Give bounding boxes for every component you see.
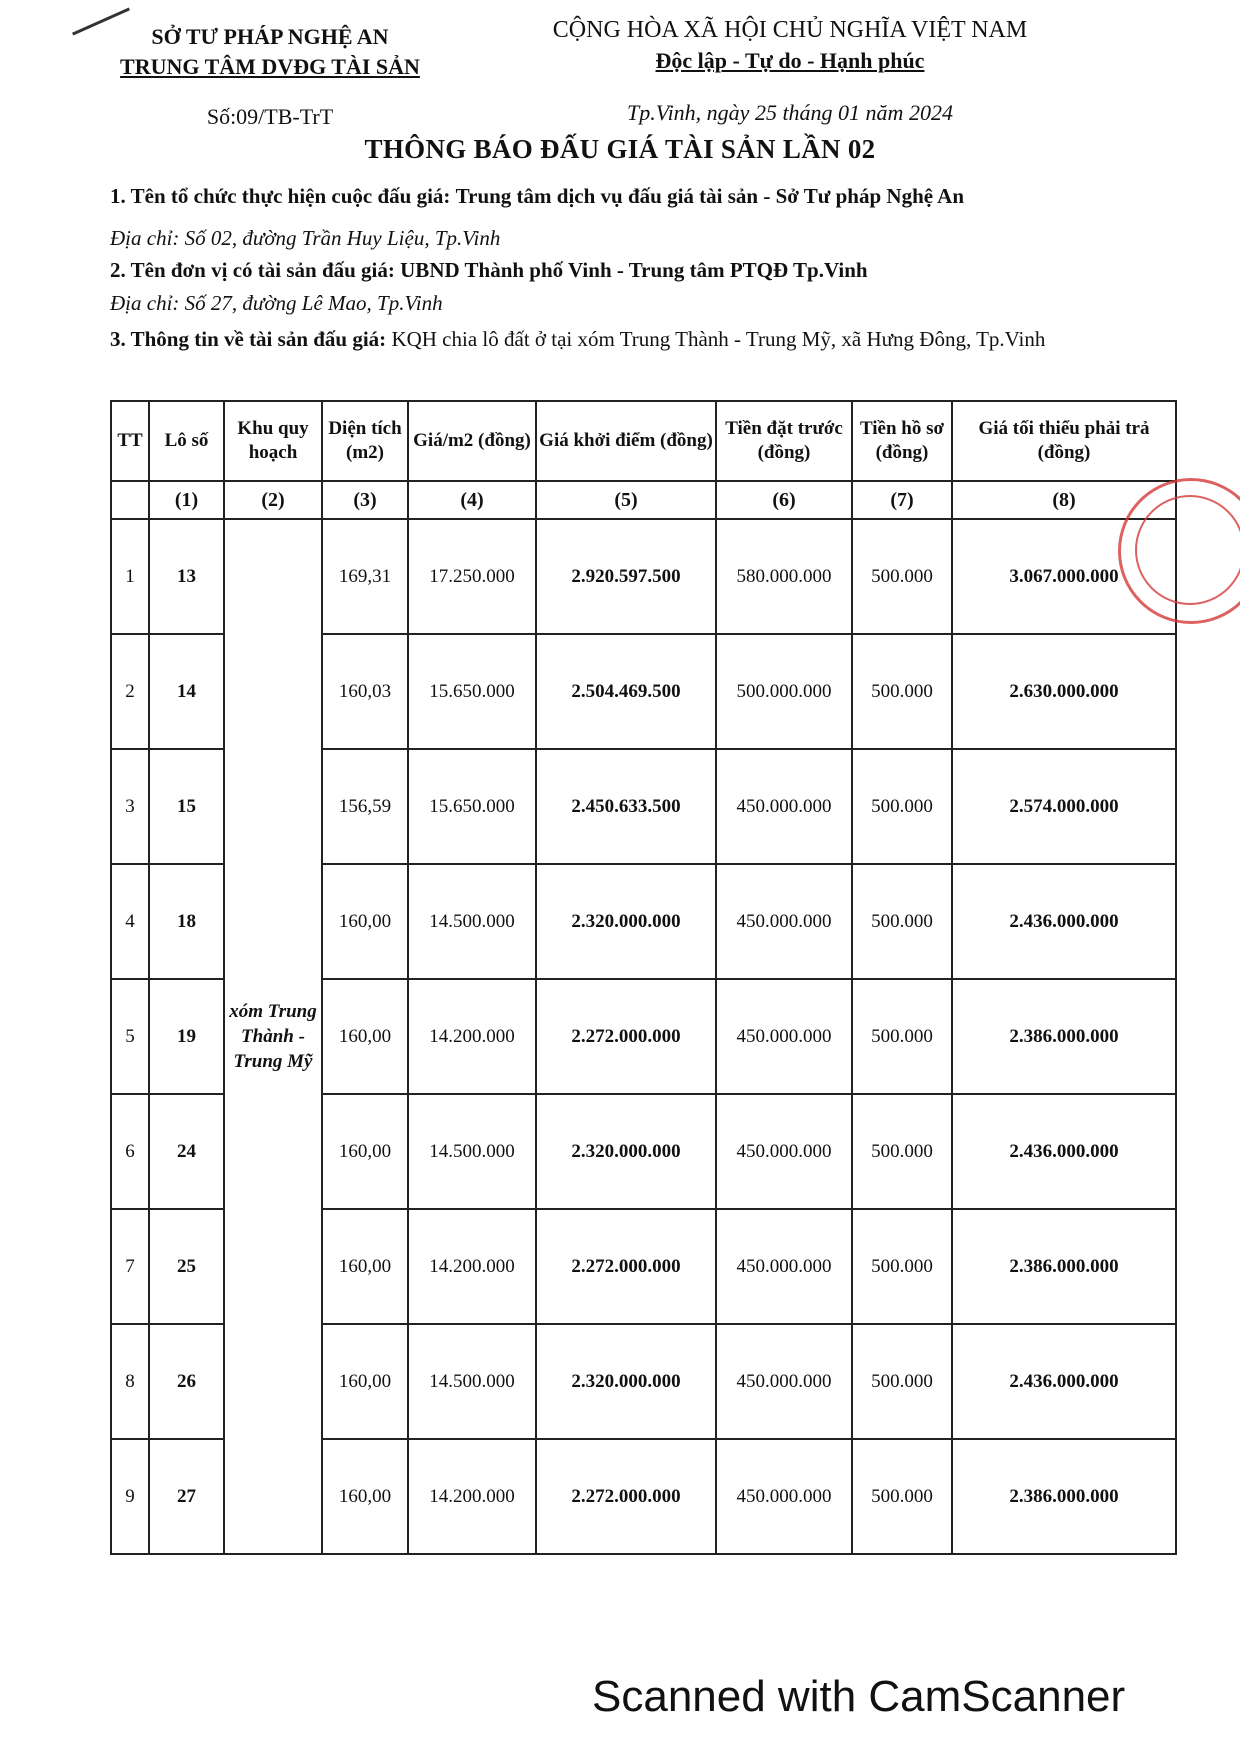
row-min-price: 2.386.000.000 (952, 979, 1176, 1094)
row-start-price: 2.272.000.000 (536, 1209, 716, 1324)
row-min-price: 2.436.000.000 (952, 1324, 1176, 1439)
index-cell: (2) (224, 481, 322, 519)
row-lot: 18 (149, 864, 224, 979)
row-tt: 7 (111, 1209, 149, 1324)
row-fee: 500.000 (852, 1324, 952, 1439)
header-deposit: Tiền đặt trước (đồng) (716, 401, 852, 481)
row-lot: 25 (149, 1209, 224, 1324)
motto: Độc lập - Tự do - Hạnh phúc (655, 48, 925, 73)
header-lot: Lô số (149, 401, 224, 481)
row-tt: 2 (111, 634, 149, 749)
row-fee: 500.000 (852, 519, 952, 634)
row-tt: 6 (111, 1094, 149, 1209)
row-tt: 4 (111, 864, 149, 979)
header-start-price: Giá khởi điểm (đồng) (536, 401, 716, 481)
row-deposit: 450.000.000 (716, 749, 852, 864)
row-fee: 500.000 (852, 864, 952, 979)
row-fee: 500.000 (852, 1094, 952, 1209)
row-area: 160,00 (322, 1439, 408, 1554)
section-1 (110, 182, 1170, 210)
header-tt: TT (111, 401, 149, 481)
row-deposit: 450.000.000 (716, 1439, 852, 1554)
row-lot: 26 (149, 1324, 224, 1439)
index-cell: (5) (536, 481, 716, 519)
row-price-m2: 15.650.000 (408, 634, 536, 749)
row-start-price: 2.272.000.000 (536, 979, 716, 1094)
page-title: THÔNG BÁO ĐẤU GIÁ TÀI SẢN LẦN 02 (364, 134, 876, 164)
section-1-address-text: Địa chỉ: Số 02, đường Trần Huy Liệu, Tp.Vinh (110, 226, 501, 250)
row-min-price: 2.436.000.000 (952, 1094, 1176, 1209)
index-cell: (8) (952, 481, 1176, 519)
header-left (100, 22, 440, 132)
row-start-price: 2.272.000.000 (536, 1439, 716, 1554)
doc-number: Số:09/TB-TrT (206, 104, 334, 129)
row-min-price: 2.630.000.000 (952, 634, 1176, 749)
table-header-row (111, 401, 1176, 481)
row-fee: 500.000 (852, 634, 952, 749)
section-2-value: UBND Thành phố Vinh - Trung tâm PTQĐ Tp.Vinh (400, 258, 868, 282)
row-area: 160,00 (322, 979, 408, 1094)
index-cell: (7) (852, 481, 952, 519)
row-deposit: 500.000.000 (716, 634, 852, 749)
row-lot: 19 (149, 979, 224, 1094)
agency-name: SỞ TƯ PHÁP NGHỆ AN (151, 24, 389, 49)
index-cell: (6) (716, 481, 852, 519)
row-area: 156,59 (322, 749, 408, 864)
row-price-m2: 14.200.000 (408, 1209, 536, 1324)
row-lot: 15 (149, 749, 224, 864)
row-area: 169,31 (322, 519, 408, 634)
row-fee: 500.000 (852, 1209, 952, 1324)
header-right (540, 14, 1040, 128)
header-area: Diện tích (m2) (322, 401, 408, 481)
center-name: TRUNG TÂM DVĐG TÀI SẢN (120, 54, 420, 79)
row-tt: 3 (111, 749, 149, 864)
row-deposit: 450.000.000 (716, 1324, 852, 1439)
row-price-m2: 14.200.000 (408, 979, 536, 1094)
row-price-m2: 14.500.000 (408, 864, 536, 979)
row-lot: 27 (149, 1439, 224, 1554)
row-deposit: 450.000.000 (716, 1094, 852, 1209)
section-1-value: Trung tâm dịch vụ đấu giá tài sản - Sở Tư pháp Nghệ An (455, 184, 965, 208)
row-start-price: 2.320.000.000 (536, 864, 716, 979)
row-tt: 9 (111, 1439, 149, 1554)
row-zone: xóm Trung Thành - Trung Mỹ (224, 519, 322, 1554)
row-start-price: 2.320.000.000 (536, 1094, 716, 1209)
section-3-label: 3. Thông tin về tài sản đấu giá: (110, 327, 387, 351)
row-area: 160,00 (322, 864, 408, 979)
row-price-m2: 17.250.000 (408, 519, 536, 634)
row-min-price: 2.436.000.000 (952, 864, 1176, 979)
section-1-address (110, 224, 1170, 252)
row-fee: 500.000 (852, 979, 952, 1094)
row-deposit: 450.000.000 (716, 979, 852, 1094)
row-fee: 500.000 (852, 749, 952, 864)
row-min-price: 2.386.000.000 (952, 1439, 1176, 1554)
row-min-price: 2.386.000.000 (952, 1209, 1176, 1324)
row-price-m2: 15.650.000 (408, 749, 536, 864)
section-2-address-text: Địa chỉ: Số 27, đường Lê Mao, Tp.Vinh (110, 291, 443, 315)
header-zone: Khu quy hoạch (224, 401, 322, 481)
row-price-m2: 14.500.000 (408, 1324, 536, 1439)
section-2-label: 2. Tên đơn vị có tài sản đấu giá: (110, 258, 395, 282)
row-tt: 8 (111, 1324, 149, 1439)
row-start-price: 2.450.633.500 (536, 749, 716, 864)
header-min-price: Giá tối thiểu phải trả (đồng) (952, 401, 1176, 481)
index-cell: (3) (322, 481, 408, 519)
row-lot: 24 (149, 1094, 224, 1209)
row-tt: 5 (111, 979, 149, 1094)
header-price-m2: Giá/m2 (đồng) (408, 401, 536, 481)
row-deposit: 450.000.000 (716, 864, 852, 979)
table-row (111, 519, 1176, 634)
header-fee: Tiền hồ sơ (đồng) (852, 401, 952, 481)
row-fee: 500.000 (852, 1439, 952, 1554)
row-tt: 1 (111, 519, 149, 634)
asset-table (110, 400, 1177, 1555)
row-price-m2: 14.500.000 (408, 1094, 536, 1209)
row-start-price: 2.320.000.000 (536, 1324, 716, 1439)
row-lot: 14 (149, 634, 224, 749)
index-cell: (1) (149, 481, 224, 519)
asset-table-wrapper (110, 400, 1175, 1555)
section-1-label: 1. Tên tổ chức thực hiện cuộc đấu giá: (110, 184, 451, 208)
row-start-price: 2.920.597.500 (536, 519, 716, 634)
scanner-watermark: Scanned with CamScanner (592, 1672, 1126, 1721)
section-3 (110, 325, 1170, 353)
row-min-price: 2.574.000.000 (952, 749, 1176, 864)
row-area: 160,00 (322, 1209, 408, 1324)
index-row (111, 481, 1176, 519)
row-area: 160,00 (322, 1324, 408, 1439)
section-2 (110, 256, 1170, 284)
row-area: 160,00 (322, 1094, 408, 1209)
index-cell (111, 481, 149, 519)
nation-name: CỘNG HÒA XÃ HỘI CHỦ NGHĨA VIỆT NAM (552, 17, 1028, 43)
row-min-price: 3.067.000.000 (952, 519, 1176, 634)
row-deposit: 450.000.000 (716, 1209, 852, 1324)
section-3-value: KQH chia lô đất ở tại xóm Trung Thành - Trung Mỹ, xã Hưng Đông, Tp.Vinh (391, 327, 1046, 351)
row-deposit: 580.000.000 (716, 519, 852, 634)
section-2-address (110, 289, 1170, 317)
row-area: 160,03 (322, 634, 408, 749)
row-start-price: 2.504.469.500 (536, 634, 716, 749)
row-lot: 13 (149, 519, 224, 634)
row-price-m2: 14.200.000 (408, 1439, 536, 1554)
place-date: Tp.Vinh, ngày 25 tháng 01 năm 2024 (627, 100, 953, 125)
index-cell: (4) (408, 481, 536, 519)
